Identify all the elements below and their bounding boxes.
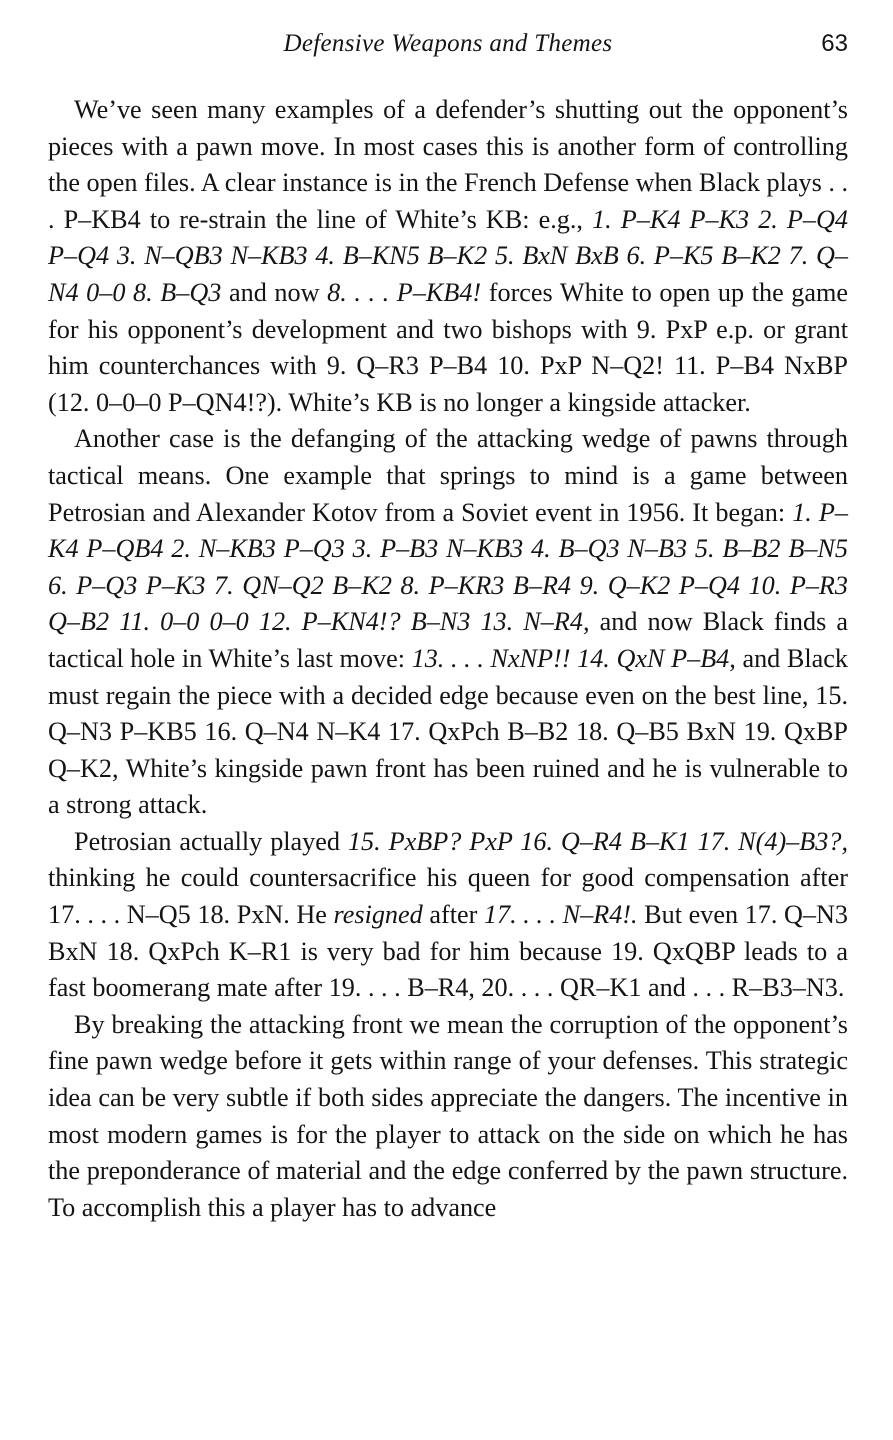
page-number: 63 <box>821 30 848 57</box>
move-notation-italic: 1. P–K4 P–K3 2. P–Q4 P–Q4 3. N–QB3 N–KB3 4. B–KN5 B–K2 5. BxN BxB 6. P–K5 B–K2 7. Q–N4 0–0 8. B–Q3 <box>48 204 848 307</box>
text-run: We’ve seen many examples of a defender’s shutting out the opponent’s pieces with a pawn move. In most cases this is another form of controlling the open files. A clear instance is in the French Defense when Black plays . . . P–KB4 to re-strain the line of White’s KB: e.g., <box>48 95 848 234</box>
emphasis-italic: resigned <box>333 900 423 930</box>
paragraph-3 <box>48 824 848 1007</box>
move-notation-italic: 13. . . . NxNP!! 14. QxN P–B4, <box>411 643 736 673</box>
text-run: Petrosian actually played <box>74 826 348 856</box>
paragraph-2 <box>48 421 848 824</box>
running-header <box>48 30 848 64</box>
text-run: after <box>422 900 484 930</box>
body-text <box>48 92 848 1226</box>
text-run: thinking he could countersacrifice his queen for good compensation after 17. . . . N–Q5 18. PxN. He <box>48 863 848 930</box>
paragraph-1 <box>48 92 848 421</box>
text-run: By breaking the attacking front we mean the corruption of the opponent’s fine pawn wedge before it gets within range of your defenses. This strategic idea can be very subtle if both sides appreciate the dangers. The incentive in most modern games is for the player to attack on the side on which he has the preponderance of material and the edge conferred by the pawn structure. To accomplish this a player has to advance <box>48 1009 848 1222</box>
move-notation-italic: 1. P–K4 P–QB4 2. N–KB3 P–Q3 3. P–B3 N–KB3 4. B–Q3 N–B3 5. B–B2 B–N5 6. P–Q3 P–K3 7. QN–Q2 B–K2 8. P–KR3 B–R4 9. Q–K2 P–Q4 10. P–R3 Q–B2 11. 0–0 0–0 12. P–KN4!? B–N3 13. N–R4, <box>48 497 848 637</box>
move-notation-italic: 8. . . . P–KB4! <box>327 277 482 307</box>
text-run: and now <box>221 277 328 307</box>
text-run: Another case is the defanging of the attacking wedge of pawns through tactical means. One example that springs to mind is a game between Petrosian and Alexander Kotov from a Soviet event in 1956. It began: <box>48 424 848 527</box>
text-run: But even 17. Q–N3 BxN 18. QxPch K–R1 is very bad for him because 19. QxQBP leads to a fast boomerang mate after 19. . . . B–R4, 20. . . . QR–K1 and . . . R–B3–N3. <box>48 900 848 1003</box>
move-notation-italic: 17. . . . N–R4!. <box>483 900 638 930</box>
text-run: forces White to open up the game for his opponent’s development and two bishops with 9. PxP e.p. or grant him counterchances with 9. Q–R3 P–B4 10. PxP N–Q2! 11. P–B4 NxBP (12. 0–0–0 P–QN4!?). White’s KB is no longer a kingside attacker. <box>48 277 848 417</box>
text-run: and now Black finds a tactical hole in White’s last move: <box>48 607 848 673</box>
paragraph-4 <box>48 1007 848 1227</box>
move-notation-italic: 15. PxBP? PxP 16. Q–R4 B–K1 17. N(4)–B3?, <box>347 826 848 856</box>
running-title: Defensive Weapons and Themes <box>283 30 613 57</box>
text-run: and Black must regain the piece with a decided edge because even on the best line, 15. Q–N3 P–KB5 16. Q–N4 N–K4 17. QxPch B–B2 18. Q–B5 BxN 19. QxBP Q–K2, White’s kingside pawn front has been ruined and he is vulnerable to a strong attack. <box>48 643 848 820</box>
